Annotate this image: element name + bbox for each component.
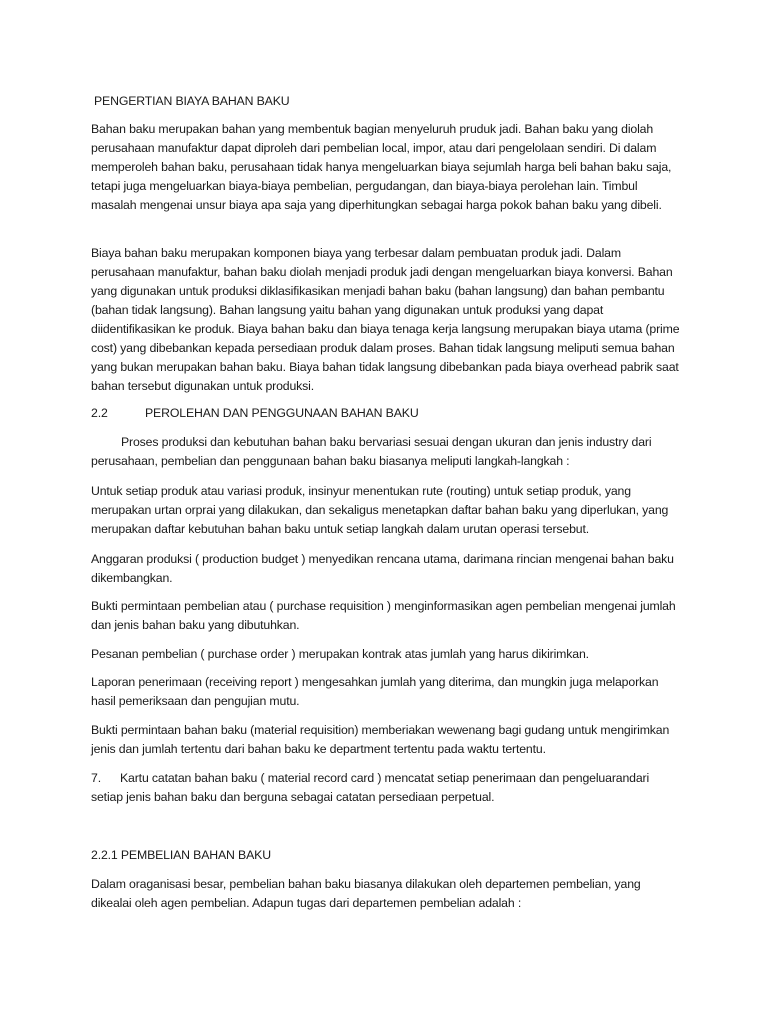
step-production-budget: Anggaran produksi ( production budget ) menyedikan rencana utama, darimana rincian mengenai bahan baku dikembangkan. xyxy=(91,552,674,585)
paragraph-purchasing-department: Dalam oraganisasi besar, pembelian bahan baku biasanya dilakukan oleh departemen pembelian, yang dikealai oleh agen pembelian. Adapun tugas dari departemen pembelian adalah : xyxy=(91,877,641,910)
step-text: Kartu catatan bahan baku ( material record card ) mencatat setiap penerimaan dan pengeluarandari setiap jenis bahan baku dan berguna sebagai catatan persediaan perpetual. xyxy=(91,771,650,804)
paragraph-cost-components: Biaya bahan baku merupakan komponen biaya yang terbesar dalam pembuatan produk jadi. Dalam perusahaan manufaktur, bahan baku diolah menjadi produk jadi dengan mengeluarkan biaya konversi. Bahan yang digunakan untuk produksi diklasifikasikan menjadi bahan baku (bahan langsung) dan bahan pembantu (bahan tidak langsung). Bahan langsung yaitu bahan yang digunakan untuk produksi yang dapat diidentifikasikan ke produk. Biaya bahan baku dan biaya tenaga kerja langsung merupakan biaya utama (prime cost) yang dibebankan kepada persediaan produk dalam proses. Bahan tidak langsung meliputi semua bahan yang bukan merupakan bahan baku. Biaya bahan tidak langsung dibebankan pada biaya overhead pabrik saat bahan tersebut digunakan untuk produksi. xyxy=(91,246,680,393)
paragraph-definition: Bahan baku merupakan bahan yang membentuk bagian menyeluruh pruduk jadi. Bahan baku yang diolah perusahaan manufaktur dapat diproleh dari pembelian local, impor, atau dari pengelolaan sendiri. Di dalam memperoleh bahan baku, perusahaan tidak hanya mengeluarkan biaya sejumlah harga beli bahan baku saja, tetapi juga mengeluarkan biaya-biaya pembelian, pergudangan, dan biaya-biaya perolehan lain. Timbul masalah mengenai unsur biaya apa saja yang diperhitungkan sebagai harga pokok bahan baku yang dibeli. xyxy=(91,122,672,212)
section-heading-2-2-1: 2.2.1 PEMBELIAN BAHAN BAKU xyxy=(91,848,271,862)
section-number: 2.2 xyxy=(91,406,108,420)
step-material-record-card xyxy=(91,769,681,807)
section-heading-2-2 xyxy=(91,404,419,423)
step-material-requisition: Bukti permintaan bahan baku (material requisition) memberiakan wewenang bagi gudang untuk mengirimkan jenis dan jumlah tertentu dari bahan baku ke department tertentu pada waktu tertentu. xyxy=(91,723,670,756)
step-receiving-report: Laporan penerimaan (receiving report ) mengesahkan jumlah yang diterima, dan mungkin juga melaporkan hasil pemeriksaan dan pengujian mutu. xyxy=(91,675,659,708)
step-purchase-requisition: Bukti permintaan pembelian atau ( purchase requisition ) menginformasikan agen pembelian mengenai jumlah dan jenis bahan baku yang dibutuhkan. xyxy=(91,599,676,632)
step-routing: Untuk setiap produk atau variasi produk, insinyur menentukan rute (routing) untuk setiap produk, yang merupakan urtan orprai yang dilakukan, dan sekaligus menetapkan daftar bahan baku yang diperlukan, yang merupakan daftar kebutuhan bahan baku untuk setiap langkah dalam urutan operasi tersebut. xyxy=(91,484,669,536)
document-title: PENGERTIAN BIAYA BAHAN BAKU xyxy=(94,94,290,108)
section-title: PEROLEHAN DAN PENGGUNAAN BAHAN BAKU xyxy=(145,406,419,420)
list-number: 7. xyxy=(91,771,101,785)
paragraph-process-intro: Proses produksi dan kebutuhan bahan baku bervariasi sesuai dengan ukuran dan jenis industry dari perusahaan, pembelian dan penggunaan bahan baku biasanya meliputi langkah-langkah : xyxy=(91,435,652,468)
step-purchase-order: Pesanan pembelian ( purchase order ) merupakan kontrak atas jumlah yang harus dikirimkan. xyxy=(91,647,589,661)
